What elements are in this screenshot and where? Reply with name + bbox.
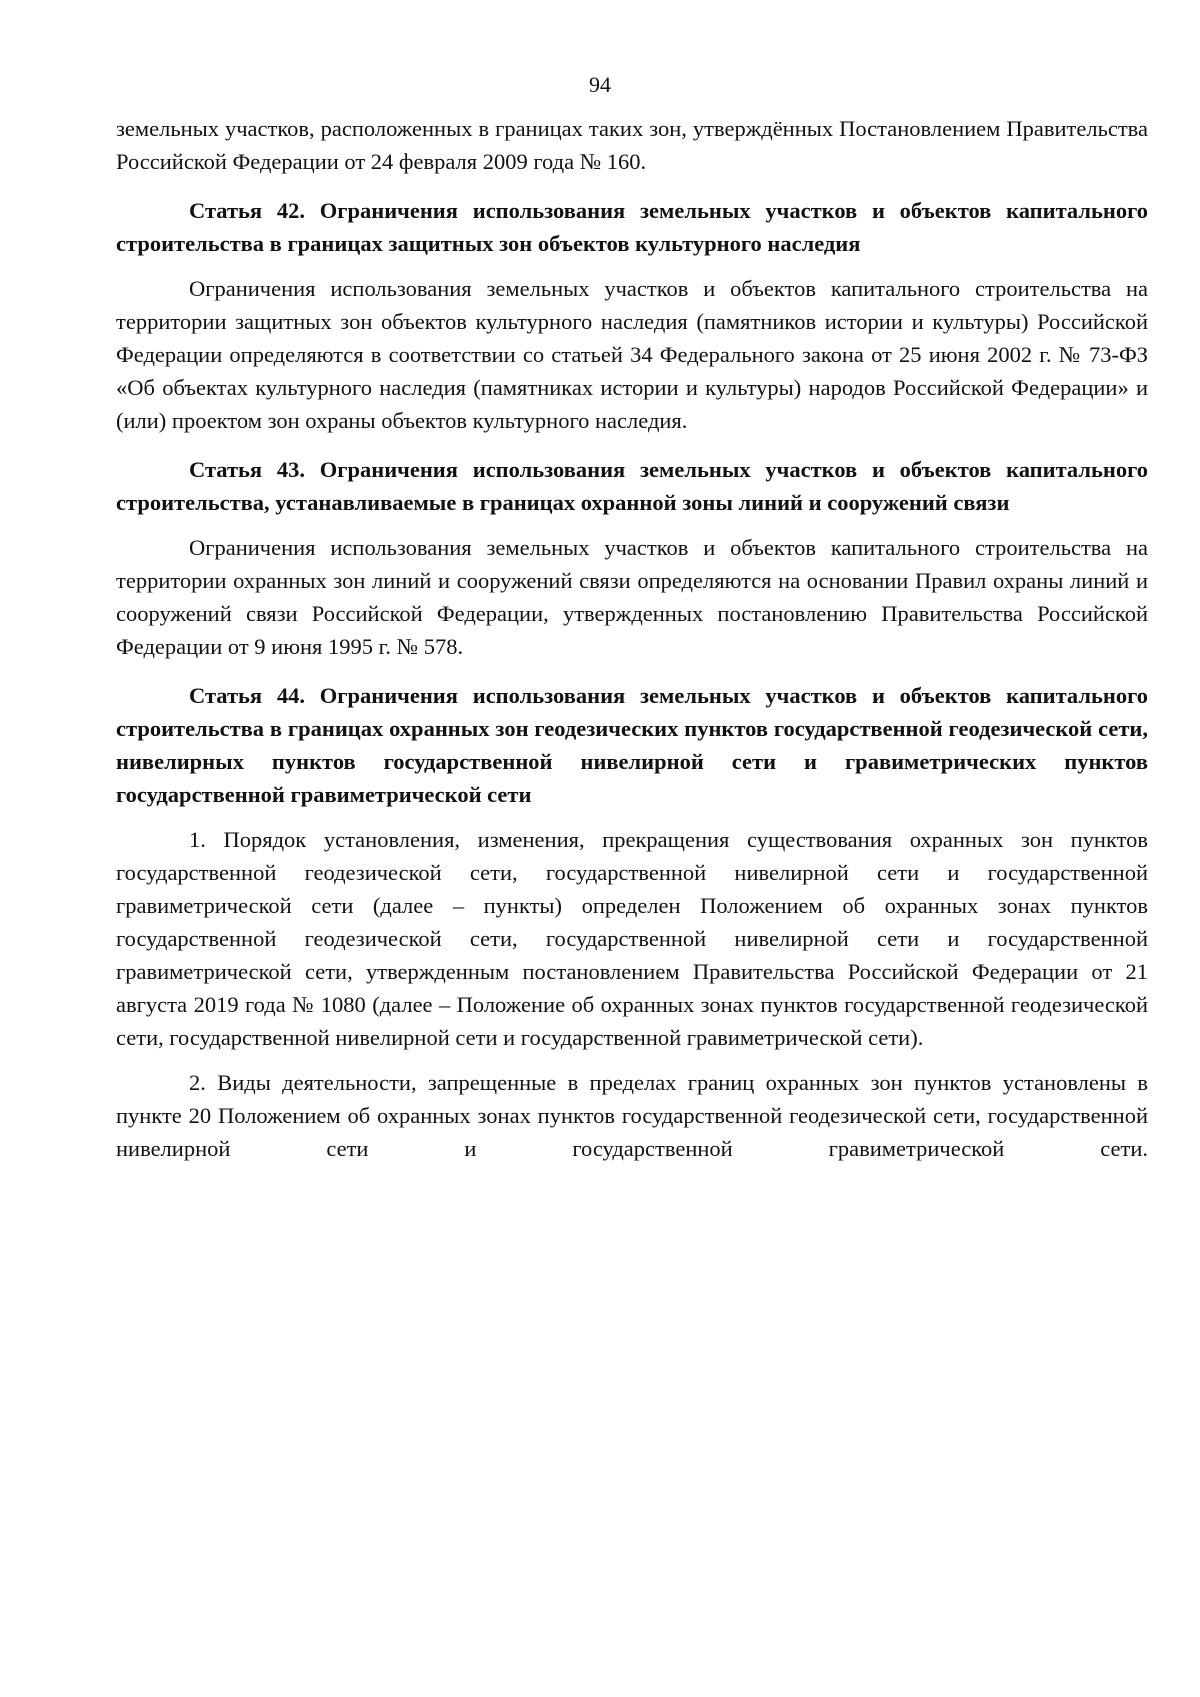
page-number: 94 bbox=[589, 72, 611, 97]
article-44-heading: Статья 44. Ограничения использования земельных участков и объектов капитального строительства в границах охранных зон геодезических пунктов государственной геодезической сети, нивелирных пунктов государственной нивелирной сети и гравиметрических пунктов государственной гравиметрической сети bbox=[116, 683, 1148, 807]
article-42-heading: Статья 42. Ограничения использования земельных участков и объектов капитального строительства в границах защитных зон объектов культурного наследия bbox=[116, 198, 1148, 256]
article-42-paragraph: Ограничения использования земельных участков и объектов капитального строительства на территории защитных зон объектов культурного наследия (памятников истории и культуры) Российской Федерации определяются в соответствии со статьей 34 Федерального закона от 25 июня 2002 г. № 73-ФЗ «Об объектах культурного наследия (памятниках истории и культуры) народов Российской Федерации» и (или) проектом зон охраны объектов культурного наследия. bbox=[116, 276, 1148, 433]
article-43-paragraph: Ограничения использования земельных участков и объектов капитального строительства на территории охранных зон линий и сооружений связи определяются на основании Правил охраны линий и сооружений связи Российской Федерации, утвержденных постановлению Правительства Российской Федерации от 9 июня 1995 г. № 578. bbox=[116, 535, 1148, 659]
article-44-paragraph-1: 1. Порядок установления, изменения, прекращения существования охранных зон пунктов государственной геодезической сети, государственной нивелирной сети и государственной гравиметрической сети (далее – пункты) определен Положением об охранных зонах пунктов государственной геодезической сети, государственной нивелирной сети и государственной гравиметрической сети, утвержденным постановлением Правительства Российской Федерации от 21 августа 2019 года № 1080 (далее – Положение об охранных зонах пунктов государственной геодезической сети, государственной нивелирной сети и государственной гравиметрической сети). bbox=[116, 827, 1148, 1050]
article-43-heading: Статья 43. Ограничения использования земельных участков и объектов капитального строительства, устанавливаемые в границах охранной зоны линий и сооружений связи bbox=[116, 457, 1148, 515]
paragraph-continuation: земельных участков, расположенных в границах таких зон, утверждённых Постановлением Правительства Российской Федерации от 24 февраля 2009 года № 160. bbox=[116, 116, 1148, 174]
article-44-paragraph-2: 2. Виды деятельности, запрещенные в пределах границ охранных зон пунктов установлены в пункте 20 Положением об охранных зонах пунктов государственной геодезической сети, государственной нивелирной сети и государственной гравиметрической сети. bbox=[116, 1070, 1148, 1161]
page-content bbox=[116, 112, 1148, 1165]
